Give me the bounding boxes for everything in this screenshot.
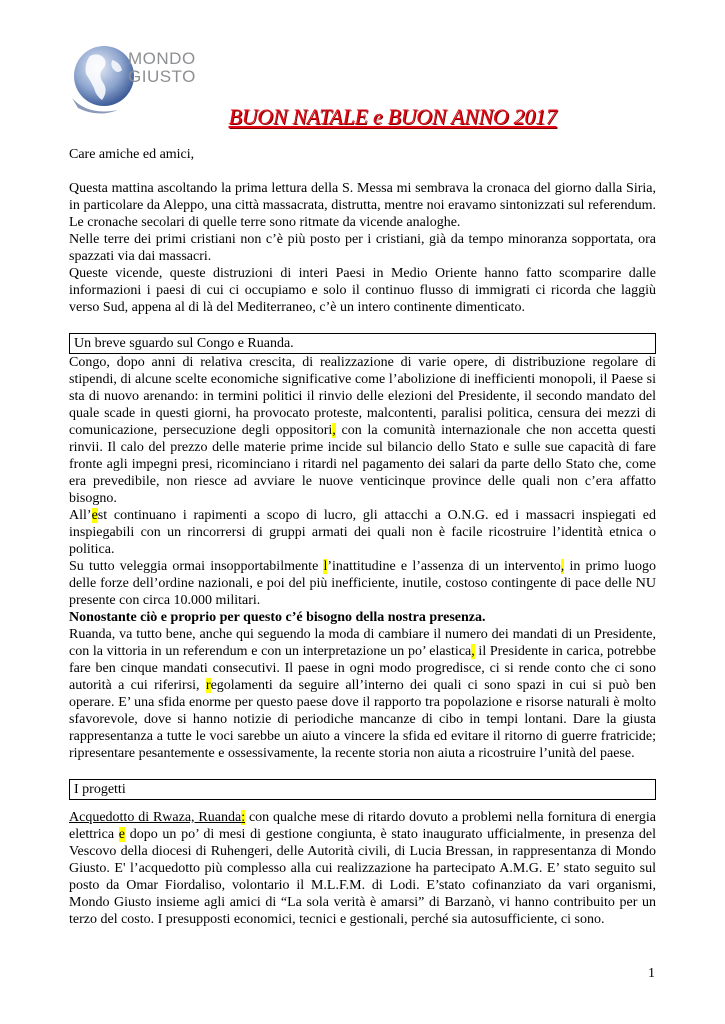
logo-text (128, 50, 196, 86)
page-title: BUON NATALE e BUON ANNO 2017 (228, 104, 557, 129)
bold-statement: Nonostante ciò e proprio per questo c’é bisogno della nostra presenza. (69, 610, 486, 625)
logo-line1: MONDO (128, 49, 196, 68)
un-paragraph: Su tutto veleggia ormai insopportabilmente l’inattitudine e l’assenza di un intervento, in primo luogo delle forze dell’ordine nazionali, e poi del più inefficiente, inutile, costoso contingente di pace delle NU presente con circa 10.000 militari. (69, 559, 656, 608)
intro-paragraph-3: Queste vicende, queste distruzioni di interi Paesi in Medio Oriente hanno fatto scomparire dalle informazioni i paesi di cui ci occupiamo e solo il continuo flusso di immigrati ci ricorda che laggiù verso Sud, appena al di là del Mediterraneo, c’è un intero continente dimenticato. (69, 266, 656, 315)
logo-line2: GIUSTO (128, 67, 196, 86)
page-number: 1 (648, 966, 655, 981)
intro-paragraph-1: Questa mattina ascoltando la prima lettura della S. Messa mi sembrava la cronaca del giorno dalla Siria, in particolare da Aleppo, una città massacrata, distrutta, mentre noi eravamo sintonizzati sul referendum. Le cronache secolari di quelle terre sono ritmate da vicende analoghe. (69, 181, 656, 230)
project-name: Acquedotto di Rwaza, Ruanda (69, 810, 242, 825)
section-heading-congo-ruanda: Un breve sguardo sul Congo e Ruanda. (69, 333, 656, 354)
acquedotto-paragraph: Acquedotto di Rwaza, Ruanda: con qualche mese di ritardo dovuto a problemi nella fornitura di energia elettrica e dopo un po’ di mesi di gestione congiunta, è stato inaugurato ufficialmente, in presenza del Vescovo della diocesi di Ruhengeri, delle Autorità civili, di Lucia Bressan, in rappresentanza di Mondo Giusto. E' l’acquedotto più complesso alla cui realizzazione ha partecipato A.M.G. E’ stato seguito sul posto da Omar Fiordaliso, volontario il M.L.F.M. di Lodi. E’stato cofinanziato da vari organismi, Mondo Giusto insieme agli amici di “La sola verità è amarsi” di Barzanò, vi hanno contribuito per un terzo del costo. I presupposti economici, tecnici e gestionali, perché sia autosufficiente, ci sono. (69, 810, 657, 927)
salutation: Care amiche ed amici, (69, 147, 195, 162)
congo-paragraph: Congo, dopo anni di relativa crescita, di realizzazione di varie opere, di distribuzione regolare di stipendi, di alcune scelte economiche significative come l’abolizione di inefficienti monopoli, il Paese si sta di nuovo arenando: in termini politici il rinvio delle elezioni del Presidente, il secondo mandato del quale scade in questi giorni, ha provocato proteste, malcontenti, paralisi politica, censura dei mezzi di comunicazione, persecuzione degli oppositori, con la comunità internazionale che non accetta questi rinvii. Il calo del prezzo delle materie prime incide sul bilancio dello Stato e sulle sue capacità di fare fronte agli impegni presi, ricominciano i ritardi nel pagamento dei salari da parte dello Stato che, come era prevedibile, non riesce ad avviare le nuove venticinque province delle quali non c’era affatto bisogno. (69, 355, 656, 506)
ruanda-paragraph: Ruanda, va tutto bene, anche qui seguendo la moda di cambiare il numero dei mandati di un Presidente, con la vittoria in un referendum e con un interpretazione un po’ elastica, il Presidente in carica, potrebbe fare ben cinque mandati consecutivi. Il paese in ogni modo progredisce, ci si rende conto che ci sono autorità a cui riferirsi, regolamenti da seguire all’interno dei quali ci sono spazi in cui si può ben operare. E’ una sfida enorme per questo paese dove il rapporto tra popolazione e risorse naturali è molto sfavorevole, dove si hanno notizie di periodiche mancanze di cibo in tempi lontani. Dare la giusta rappresentanza a tutte le voci sarebbe un aiuto a vincere la sfida ed evitare il ritorno di guerre fratricide; ripresentare pesantemente e ossessivamente, la recente storia non aiuta a ricostruire l’unità del paese. (69, 627, 657, 761)
section-heading-progetti: I progetti (69, 779, 656, 800)
intro-paragraph-2: Nelle terre dei primi cristiani non c’è più posto per i cristiani, già da tempo minoranza sopportata, ora spazzati via dai massacri. (69, 232, 656, 264)
east-paragraph: All’est continuano i rapimenti a scopo di lucro, gli attacchi a O.N.G. ed i massacri inspiegati ed inspiegabili con un rincorrersi di gruppi armati dei quali non è facile ricostruire l’identità etnica o politica. (69, 508, 656, 557)
letter-body (69, 146, 656, 928)
